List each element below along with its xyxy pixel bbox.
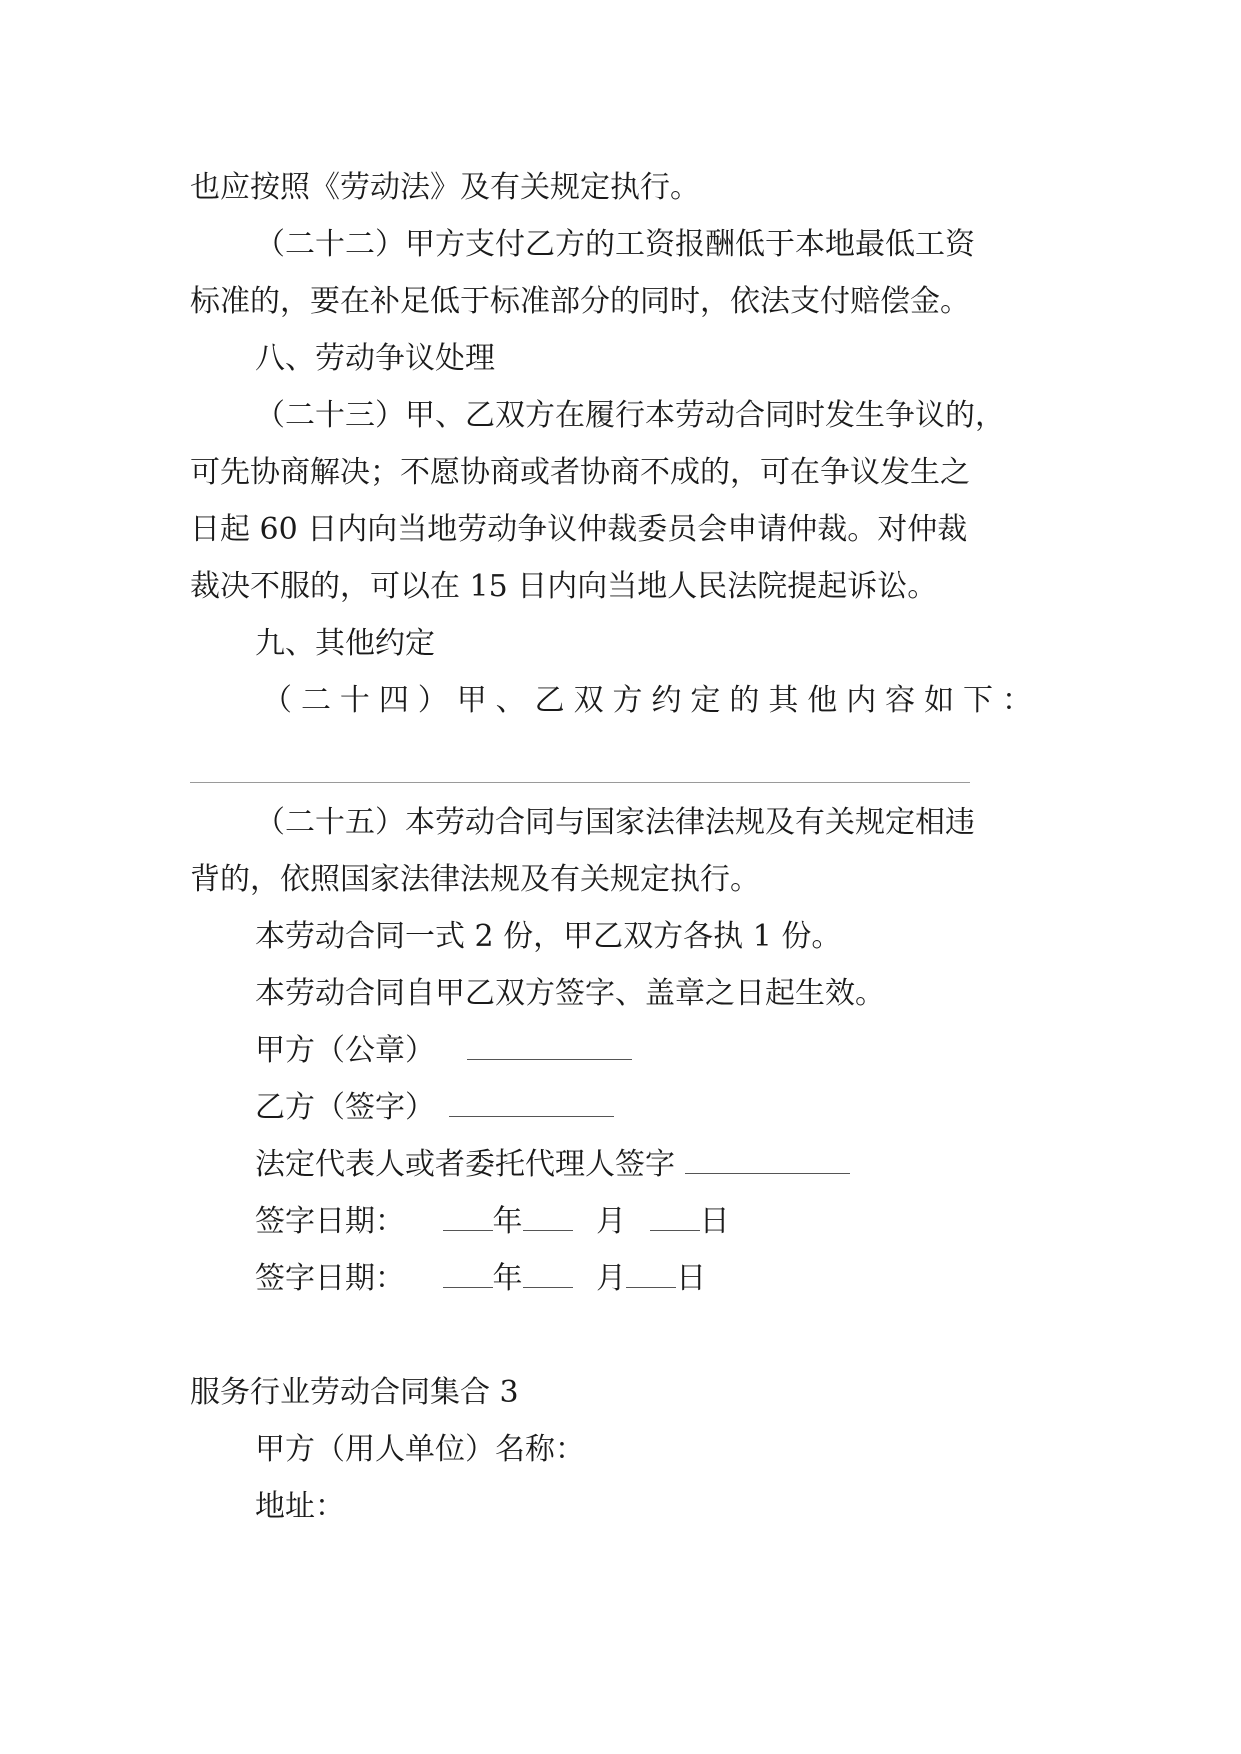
clause-23-line-3: 日起 60 日内向当地劳动争议仲裁委员会申请仲裁。对仲裁 [190, 512, 968, 547]
fill-in-rule [190, 782, 970, 783]
sign-date-row-2 [255, 1259, 1135, 1299]
month-label: 月 [596, 1261, 627, 1296]
month-blank[interactable] [523, 1204, 573, 1231]
year-label: 年 [492, 1261, 523, 1296]
year-blank[interactable] [443, 1204, 493, 1231]
month-blank[interactable] [523, 1261, 573, 1288]
clause-25-line-2: 背的，依照国家法律法规及有关规定执行。 [190, 862, 760, 897]
party-b-sign-blank[interactable] [449, 1090, 614, 1117]
representative-sign-blank[interactable] [685, 1147, 850, 1174]
day-label: 日 [699, 1204, 730, 1239]
party-a-seal-blank[interactable] [467, 1033, 632, 1060]
party-b-label: 乙方（签字） [255, 1090, 435, 1125]
effective-clause: 本劳动合同自甲乙双方签字、盖章之日起生效。 [255, 976, 885, 1011]
clause-25-line-1: （二十五）本劳动合同与国家法律法规及有关规定相违 [255, 805, 975, 840]
copies-clause: 本劳动合同一式 2 份，甲乙双方各执 1 份。 [255, 919, 842, 954]
representative-sign-row [255, 1145, 1135, 1185]
employer-name-label: 甲方（用人单位）名称： [255, 1432, 585, 1467]
clause-23-line-1: （二十三）甲、乙双方在履行本劳动合同时发生争议的， [255, 398, 1005, 433]
party-a-seal-row [255, 1031, 1135, 1071]
clause-24-line: （二十四）甲、乙双方约定的其他内容如下： [262, 683, 1032, 718]
sign-date-row-1 [255, 1202, 1135, 1242]
year-blank[interactable] [443, 1261, 493, 1288]
year-label: 年 [492, 1204, 523, 1239]
section-9-heading: 九、其他约定 [255, 626, 435, 661]
representative-label: 法定代表人或者委托代理人签字 [255, 1147, 675, 1182]
day-blank[interactable] [650, 1204, 700, 1231]
month-label: 月 [596, 1204, 627, 1239]
section-8-heading: 八、劳动争议处理 [255, 341, 495, 376]
date-label: 签字日期： [255, 1261, 405, 1296]
party-a-label: 甲方（公章） [255, 1033, 435, 1068]
clause-21-continuation: 也应按照《劳动法》及有关规定执行。 [190, 170, 700, 205]
day-blank[interactable] [626, 1261, 676, 1288]
clause-23-line-2: 可先协商解决；不愿协商或者协商不成的，可在争议发生之 [190, 455, 970, 490]
address-label: 地址： [255, 1489, 345, 1524]
party-b-sign-row [255, 1088, 1135, 1128]
clause-23-line-4: 裁决不服的，可以在 15 日内向当地人民法院提起诉讼。 [190, 569, 938, 604]
day-label: 日 [676, 1261, 707, 1296]
section-3-title: 服务行业劳动合同集合 3 [190, 1375, 519, 1410]
clause-22-line-2: 标准的，要在补足低于标准部分的同时，依法支付赔偿金。 [190, 284, 970, 319]
clause-22-line-1: （二十二）甲方支付乙方的工资报酬低于本地最低工资 [255, 227, 975, 262]
date-label: 签字日期： [255, 1204, 405, 1239]
